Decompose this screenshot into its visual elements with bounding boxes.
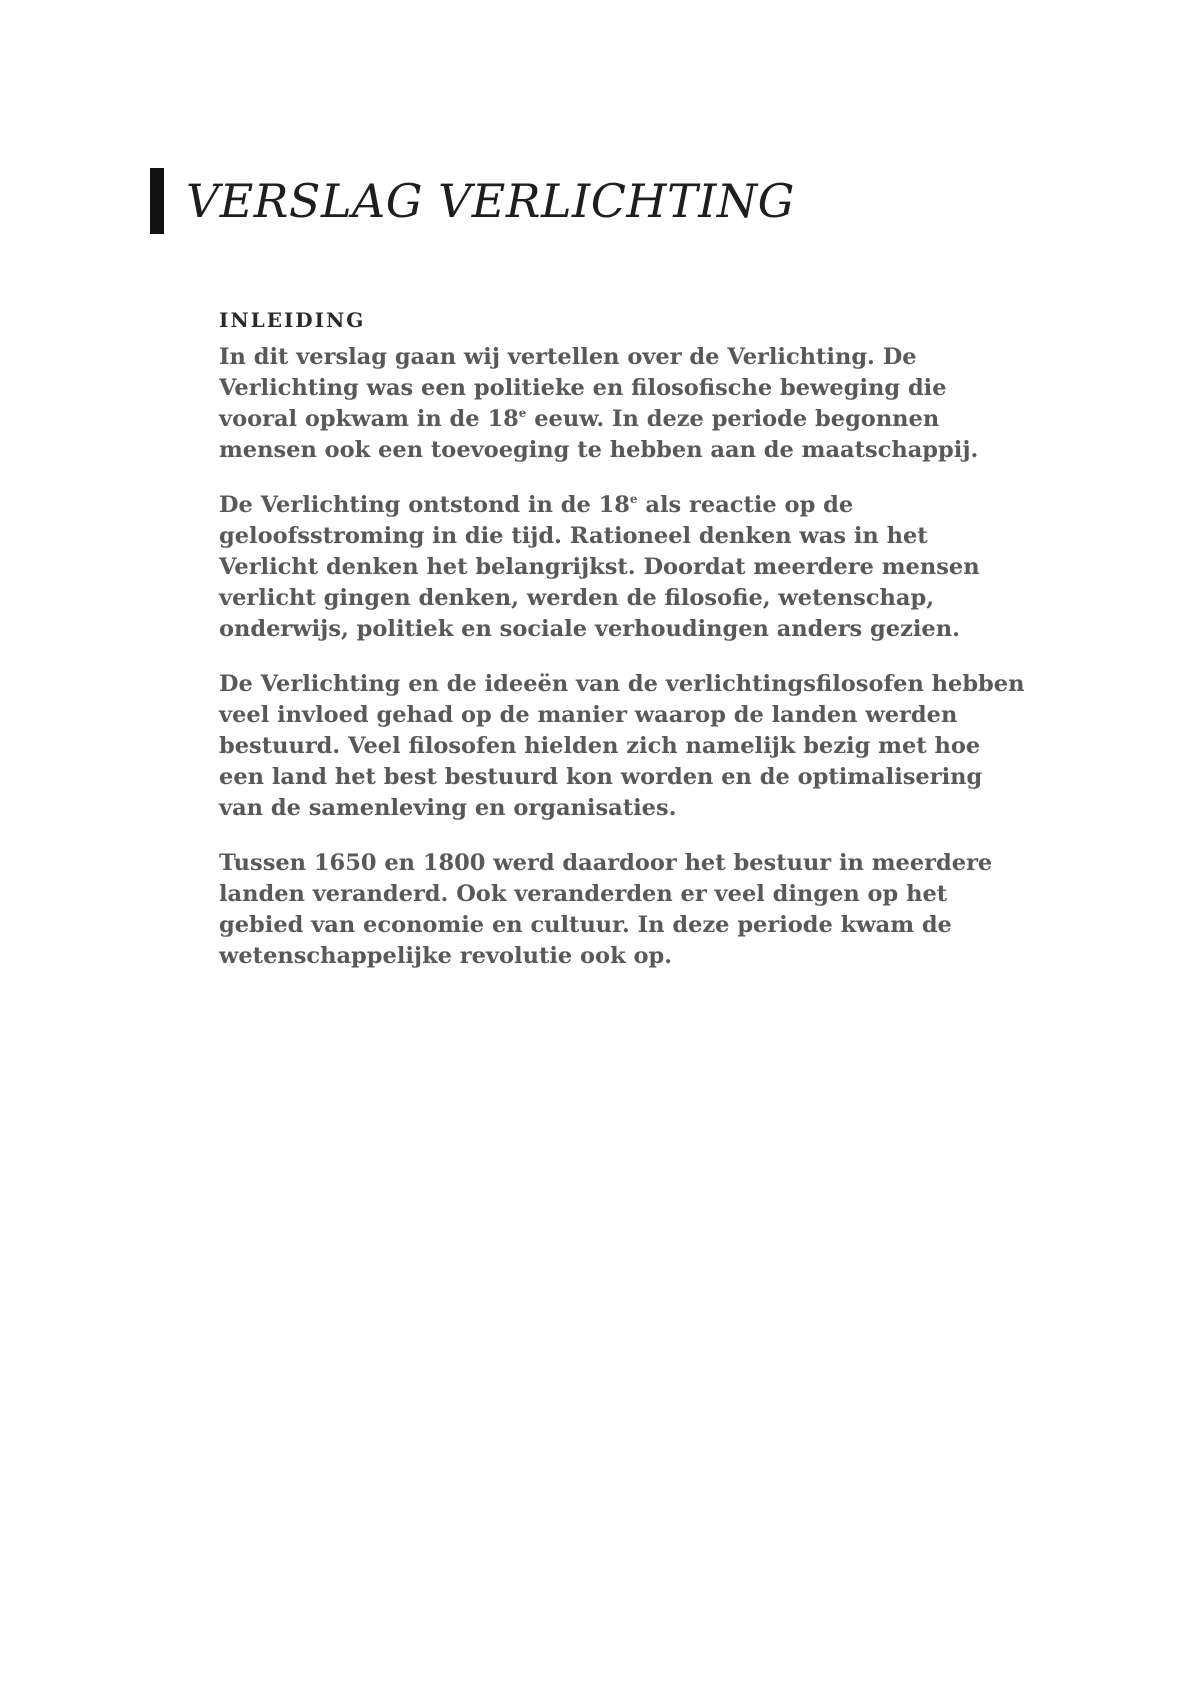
ordinal-superscript: e [629, 492, 638, 506]
ordinal-superscript: e [518, 406, 527, 420]
paragraph-2-text-a: De Verlichting ontstond in de 18 [219, 492, 630, 518]
document-title: VERSLAG VERLICHTING [186, 174, 795, 228]
paragraph-1 [219, 342, 1029, 466]
section-heading: INLEIDING [219, 308, 366, 332]
document-body [219, 308, 1029, 996]
paragraph-1-text-a: In dit verslag gaan wij vertellen over de Verlichting. De Verlichting was een politieke en filosofische beweging die vooral opkwam in de 18 [219, 344, 947, 432]
title-accent-bar [150, 168, 164, 234]
paragraph-4: Tussen 1650 en 1800 werd daardoor het bestuur in meerdere landen veranderd. Ook veranderden er veel dingen op het gebied van economie en cultuur. In deze periode kwam de wetenschappelijke revolutie ook op. [219, 850, 993, 969]
title-block [150, 168, 795, 234]
paragraph-2-text-b: als reactie op de geloofsstroming in die tijd. Rationeel denken was in het Verlicht denken het belangrijkst. Doordat meerdere mensen verlicht gingen denken, werden de filosofie, wetenschap, onderwijs, politiek en sociale verhoudingen anders gezien. [219, 492, 980, 642]
paragraph-3: De Verlichting en de ideeën van de verlichtingsfilosofen hebben veel invloed gehad op de manier waarop de landen werden bestuurd. Veel filosofen hielden zich namelijk bezig met hoe een land het best bestuurd kon worden en de optimalisering van de samenleving en organisaties. [219, 671, 1025, 821]
paragraph-1-text-b: eeuw. In deze periode begonnen mensen ook een toevoeging te hebben aan de maatschappij. [219, 406, 979, 463]
paragraph-2 [219, 490, 1029, 645]
